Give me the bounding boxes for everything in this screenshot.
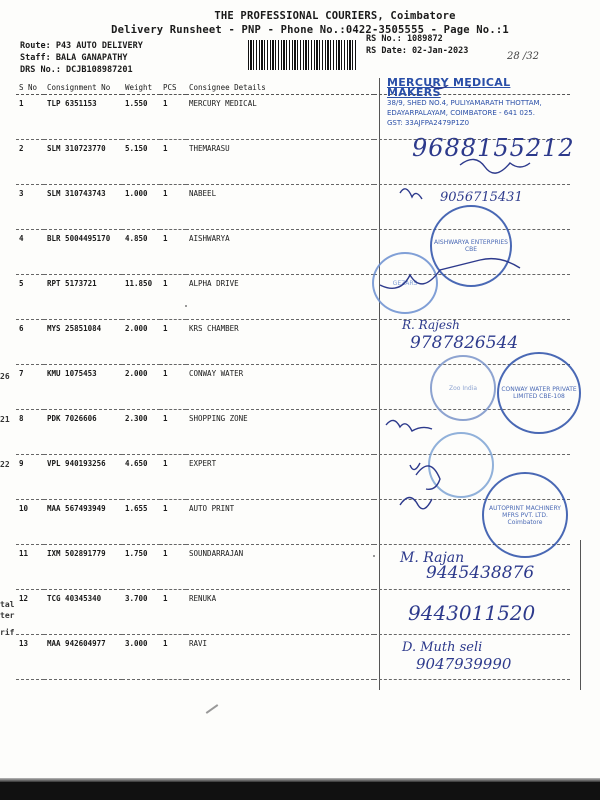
- col-header-sno: S No: [16, 80, 44, 95]
- stamp-company-name: MERCURY MEDICAL MAKERS: [387, 76, 511, 99]
- handwritten-name: R. Rajesh: [402, 318, 460, 332]
- cell-weight: 1.550: [122, 95, 160, 140]
- cell-sno: 1: [16, 95, 44, 140]
- left-margin-fragment: rif: [0, 628, 15, 637]
- cell-consignee: AISHWARYA: [186, 230, 374, 275]
- cell-pcs: 1: [160, 140, 186, 185]
- stamp-address-line: EDAYARPALAYAM, COIMBATORE - 641 025.: [387, 109, 535, 117]
- col-header-pcs: PCS: [160, 80, 186, 95]
- document-title: [0, 10, 600, 36]
- handwritten-phone: 9787826544: [410, 333, 519, 353]
- cell-consignment: IXM 502891779: [44, 545, 122, 590]
- stamp-text: AUTOPRINT MACHINERY MFRS PVT. LTD. Coimbatore: [489, 504, 561, 526]
- staff-text: Staff: BALA GANAPATHY: [20, 53, 128, 63]
- left-margin-fragment: 22: [0, 460, 10, 469]
- cell-consignee: KRS CHAMBER: [186, 320, 374, 365]
- left-margin-fragment: 21: [0, 415, 10, 424]
- cell-pcs: 1: [160, 410, 186, 455]
- stamp-text: AISHWARYA ENTERPRIES CBE: [434, 239, 508, 253]
- cell-sno: 6: [16, 320, 44, 365]
- cell-pcs: 1: [160, 95, 186, 140]
- scan-edge-bar: [0, 782, 600, 800]
- col-header-consignee: Consignee Details: [186, 80, 374, 95]
- rs-number: RS No.: 1089872: [366, 34, 443, 44]
- cell-consignee: SHOPPING ZONE: [186, 410, 374, 455]
- cell-weight: 1.655: [122, 500, 160, 545]
- cell-pcs: 1: [160, 275, 186, 320]
- cell-consignment: TCG 40345340: [44, 590, 122, 635]
- cell-consignment: PDK 7026606: [44, 410, 122, 455]
- runsheet-title: Delivery Runsheet - PNP - Phone No.:0422-3505555 - Page No.:1: [111, 24, 509, 36]
- cell-weight: 3.700: [122, 590, 160, 635]
- cell-weight: 4.650: [122, 455, 160, 500]
- company-title: THE PROFESSIONAL COURIERS, Coimbatore: [214, 10, 456, 22]
- stamp-text: GEZARS: [392, 279, 418, 287]
- handwritten-page-count: 28 /32: [507, 51, 539, 62]
- cell-sno: 8: [16, 410, 44, 455]
- handwritten-name: M. Rajan: [400, 550, 465, 566]
- cell-sno: 5: [16, 275, 44, 320]
- cell-weight: 4.850: [122, 230, 160, 275]
- left-margin-fragment: ter: [0, 611, 15, 620]
- cell-consignee: RENUKA: [186, 590, 374, 635]
- scan-speck: [206, 704, 219, 714]
- cell-weight: 5.150: [122, 140, 160, 185]
- cell-consignee: EXPERT: [186, 455, 374, 500]
- left-margin-fragment: 26: [0, 372, 10, 381]
- cell-sno: 2: [16, 140, 44, 185]
- handwritten-phone: 9443011520: [408, 601, 536, 625]
- left-margin-fragment: tal: [0, 600, 15, 609]
- cell-consignment: BLR 5004495170: [44, 230, 122, 275]
- cell-sno: 13: [16, 635, 44, 680]
- col-header-weight: Weight: [122, 80, 160, 95]
- cell-weight: 3.000: [122, 635, 160, 680]
- cell-pcs: 1: [160, 185, 186, 230]
- cell-consignee: CONWAY WATER: [186, 365, 374, 410]
- cell-consignee: THEMARASU: [186, 140, 374, 185]
- handwritten-phone: 9056715431: [440, 190, 523, 205]
- cell-weight: 2.000: [122, 365, 160, 410]
- cell-pcs: 1: [160, 230, 186, 275]
- cell-sno: 3: [16, 185, 44, 230]
- cell-weight: 1.000: [122, 185, 160, 230]
- cell-sno: 4: [16, 230, 44, 275]
- barcode: [248, 40, 358, 70]
- rs-date: RS Date: 02-Jan-2023: [366, 46, 469, 56]
- signature-scribbles: [380, 85, 580, 685]
- cell-consignment: RPT 5173721: [44, 275, 122, 320]
- stamp-address-line: 38/9, SHED NO.4, PULIYAMARATH THOTTAM,: [387, 99, 542, 107]
- cell-pcs: 1: [160, 320, 186, 365]
- cell-consignment: SLM 310743743: [44, 185, 122, 230]
- cell-consignment: SLM 310723770: [44, 140, 122, 185]
- drs-number: DRS No.: DCJB108987201: [20, 65, 133, 75]
- route-text: Route: P43 AUTO DELIVERY: [20, 41, 143, 51]
- cell-sno: 12: [16, 590, 44, 635]
- cell-consignee: AUTO PRINT: [186, 500, 374, 545]
- cell-consignment: MAA 567493949: [44, 500, 122, 545]
- scan-speck: [373, 555, 375, 557]
- cell-pcs: 1: [160, 365, 186, 410]
- cell-consignee: NABEEL: [186, 185, 374, 230]
- cell-consignee: SOUNDARRAJAN: [186, 545, 374, 590]
- cell-pcs: 1: [160, 590, 186, 635]
- stamp-text: Zoo India: [448, 384, 478, 392]
- cell-sno: 10: [16, 500, 44, 545]
- right-border: [580, 540, 581, 690]
- cell-pcs: 1: [160, 635, 186, 680]
- handwritten-phone: 9047939990: [416, 655, 512, 673]
- cell-pcs: 1: [160, 545, 186, 590]
- cell-consignee: MERCURY MEDICAL: [186, 95, 374, 140]
- cell-pcs: 1: [160, 500, 186, 545]
- handwritten-phone: 9445438876: [426, 563, 535, 583]
- cell-consignee: ALPHA DRIVE: [186, 275, 374, 320]
- cell-sno: 7: [16, 365, 44, 410]
- handwritten-phone: 9688155212: [412, 134, 575, 162]
- handwritten-name: D. Muth seli: [402, 640, 483, 655]
- cell-pcs: 1: [160, 455, 186, 500]
- cell-weight: 11.850: [122, 275, 160, 320]
- cell-sno: 9: [16, 455, 44, 500]
- cell-consignee: RAVI: [186, 635, 374, 680]
- col-header-consignment: Consignment No: [44, 80, 122, 95]
- stamp-text: CONWAY WATER PRIVATE LIMITED CBE-108: [501, 386, 577, 400]
- stamp-gst: GST: 33AJFPA2479P1Z0: [387, 119, 470, 127]
- cell-consignment: MAA 942604977: [44, 635, 122, 680]
- cell-weight: 2.000: [122, 320, 160, 365]
- cell-weight: 1.750: [122, 545, 160, 590]
- cell-consignment: TLP 6351153: [44, 95, 122, 140]
- cell-consignment: MYS 25851084: [44, 320, 122, 365]
- cell-consignment: VPL 940193256: [44, 455, 122, 500]
- cell-weight: 2.300: [122, 410, 160, 455]
- cell-consignment: KMU 1075453: [44, 365, 122, 410]
- scan-speck: [185, 305, 187, 307]
- cell-sno: 11: [16, 545, 44, 590]
